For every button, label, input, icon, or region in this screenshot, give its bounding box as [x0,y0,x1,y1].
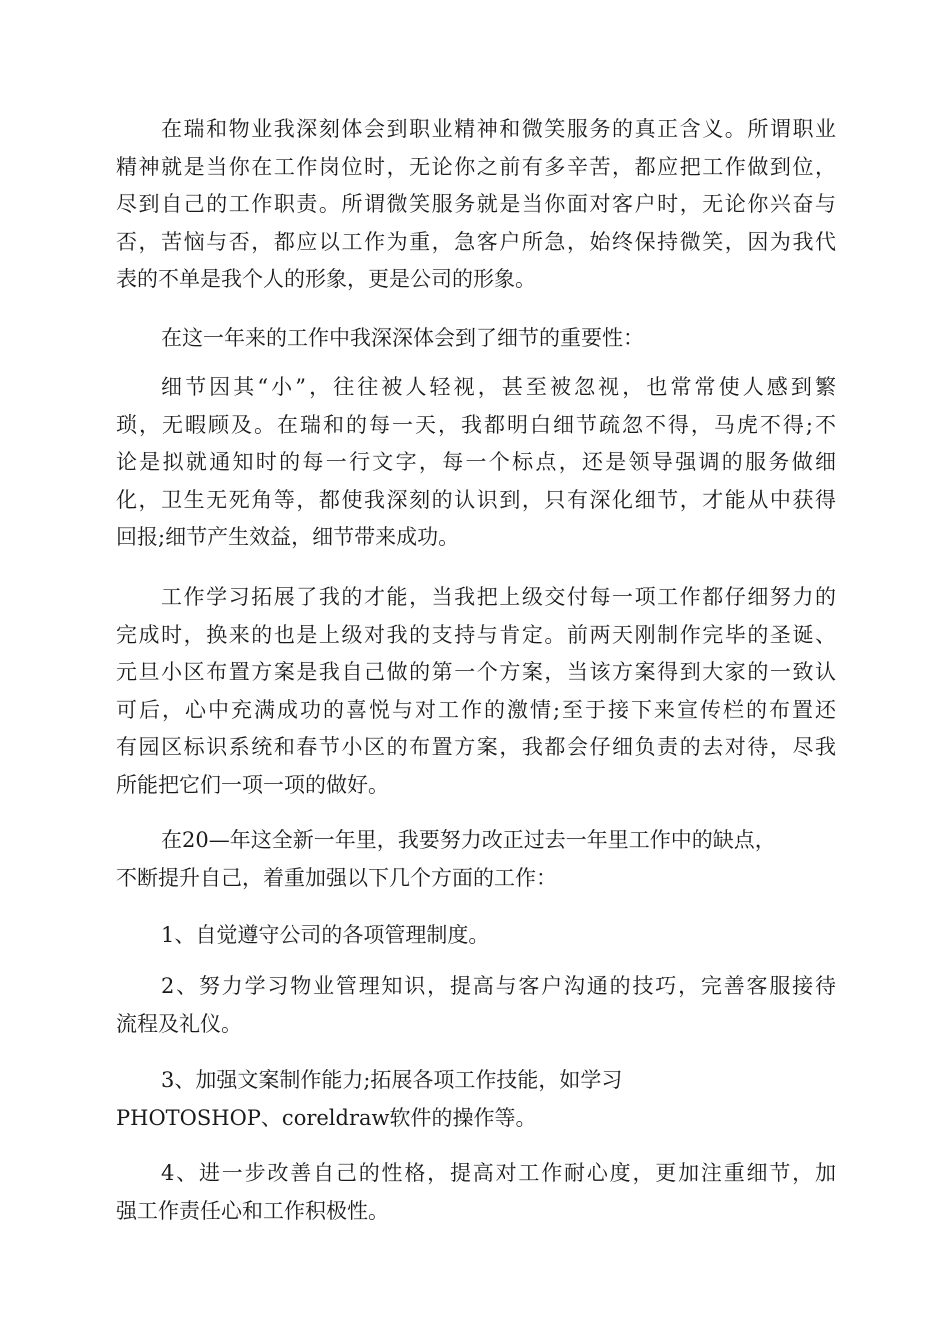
paragraph-2 [116,320,836,358]
list-item-4 [116,1155,836,1230]
paragraph-line: PHOTOSHOP、coreldraw软件的操作等。 [116,1105,537,1130]
paragraph-line: 完成时，换来的也是上级对我的支持与肯定。前两天刚制作完毕的圣诞、 [116,622,836,647]
paragraph-line: 回报;细节产生效益，细节带来成功。 [116,525,460,549]
paragraph-line: 否，苦恼与否，都应以工作为重，急客户所急，始终保持微笑，因为我代 [116,229,836,254]
paragraph-line: 工作学习拓展了我的才能，当我把上级交付每一项工作都仔细努力的 [161,585,836,609]
paragraph-line: 1、自觉遵守公司的各项管理制度。 [161,923,490,947]
paragraph-line: 尽到自己的工作职责。所谓微笑服务就是当你面对客户时，无论你兴奋与 [116,192,836,216]
paragraph-line: 表的不单是我个人的形象，更是公司的形象。 [116,267,536,291]
paragraph-line: 在这一年来的工作中我深深体会到了细节的重要性： [161,326,644,350]
paragraph-line: 元旦小区布置方案是我自己做的第一个方案，当该方案得到大家的一致认 [116,660,836,684]
paragraph-3 [116,369,836,557]
paragraph-line: 强工作责任心和工作积极性。 [116,1198,389,1223]
paragraph-line: 不断提升自己，着重加强以下几个方面的工作： [116,865,557,890]
paragraph-line: 所能把它们一项一项的做好。 [116,772,389,797]
paragraph-line: 可后，心中充满成功的喜悦与对工作的激情;至于接下来宣传栏的布置还 [116,697,836,722]
paragraph-line: 细节因其“小”，往往被人轻视，甚至被忽视，也常常使人感到繁 [161,375,836,399]
paragraph-line: 流程及礼仪。 [116,1011,242,1036]
paragraph-4 [116,579,836,804]
paragraph-line: 论是拟就通知时的每一行文字，每一个标点，还是领导强调的服务做细 [116,450,836,474]
paragraph-line: 精神就是当你在工作岗位时，无论你之前有多辛苦，都应把工作做到位， [116,154,836,179]
list-item-1 [116,917,836,955]
paragraph-5 [116,822,836,897]
paragraph-1 [116,111,836,299]
paragraph-line: 琐，无暇顾及。在瑞和的每一天，我都明白细节疏忽不得，马虎不得;不 [116,412,836,437]
paragraph-line: 有园区标识系统和春节小区的布置方案，我都会仔细负责的去对待，尽我 [116,735,836,759]
list-item-3 [116,1062,836,1137]
paragraph-line: 在20—年这全新一年里，我要努力改正过去一年里工作中的缺点， [161,828,776,852]
list-item-2 [116,968,836,1043]
paragraph-line: 化，卫生无死角等，都使我深刻的认识到，只有深化细节，才能从中获得 [116,487,836,512]
paragraph-line: 2、努力学习物业管理知识，提高与客户沟通的技巧，完善客服接待 [161,974,836,998]
paragraph-line: 4、进一步改善自己的性格，提高对工作耐心度，更加注重细节，加 [161,1161,836,1185]
paragraph-line: 3、加强文案制作能力;拓展各项工作技能，如学习 [161,1068,623,1092]
paragraph-line: 在瑞和物业我深刻体会到职业精神和微笑服务的真正含义。所谓职业 [161,117,836,141]
